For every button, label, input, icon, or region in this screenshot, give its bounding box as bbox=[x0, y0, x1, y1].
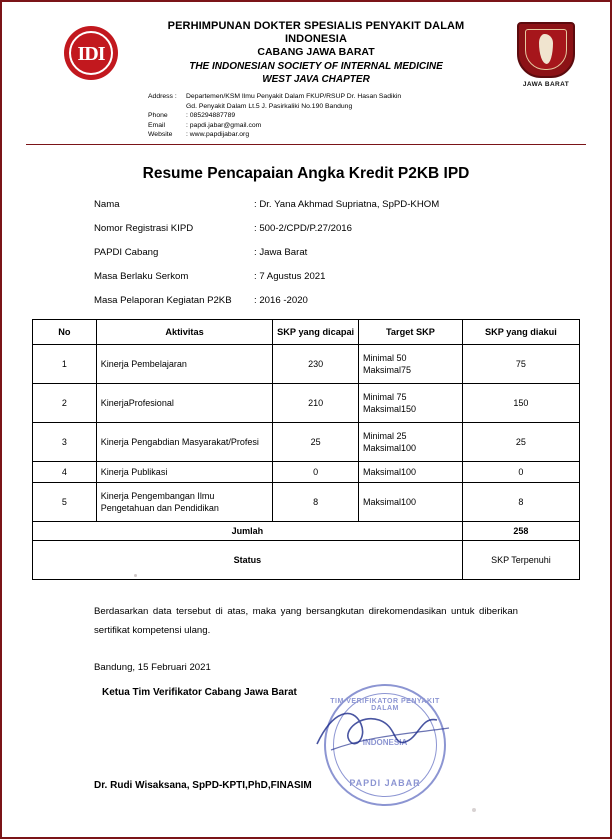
cell-diakui: 8 bbox=[462, 482, 579, 521]
identity-value: : 500-2/CPD/P.27/2016 bbox=[254, 222, 352, 234]
credit-table bbox=[32, 319, 580, 580]
identity-value: : Dr. Yana Akhmad Supriatna, SpPD-KHOM bbox=[254, 198, 440, 210]
cell-diakui: 75 bbox=[462, 344, 579, 383]
jawa-barat-logo bbox=[514, 22, 578, 94]
org-branch-en: WEST JAVA CHAPTER bbox=[262, 73, 370, 85]
table-total-row bbox=[33, 521, 580, 540]
total-label: Jumlah bbox=[33, 521, 463, 540]
letterhead-contact bbox=[146, 92, 486, 140]
target-min: Minimal 75 bbox=[363, 391, 407, 402]
cell-aktivitas: KinerjaProfesional bbox=[96, 383, 273, 422]
table-row bbox=[33, 422, 580, 461]
cell-diakui: 0 bbox=[462, 461, 579, 482]
letterhead bbox=[2, 2, 610, 151]
cell-no: 4 bbox=[33, 461, 97, 482]
stamp-bottom-text: PAPDI JABAR bbox=[349, 777, 421, 788]
table-body bbox=[33, 344, 580, 579]
idi-circle-icon bbox=[64, 26, 118, 80]
website-label: Website bbox=[148, 131, 173, 139]
table-row bbox=[33, 461, 580, 482]
phone-label: Phone bbox=[148, 112, 168, 120]
letterhead-divider bbox=[26, 144, 586, 145]
header-skp-diakui: SKP yang diakui bbox=[462, 319, 579, 344]
signer-name: Dr. Rudi Wisaksana, SpPD-KPTI,PhD,FINASIM bbox=[94, 779, 312, 791]
header-aktivitas: Aktivitas bbox=[96, 319, 273, 344]
idi-logo-text: IDI bbox=[69, 31, 113, 75]
address-line-2: Gd. Penyakit Dalam Lt.5 J. Pasirkaliki No.190 Bandung bbox=[186, 102, 353, 110]
place-and-date: Bandung, 15 Februari 2021 bbox=[94, 661, 211, 673]
header-target-skp: Target SKP bbox=[359, 319, 463, 344]
cell-dicapai: 8 bbox=[273, 482, 359, 521]
phone-row bbox=[148, 111, 486, 121]
identity-value: : Jawa Barat bbox=[254, 246, 308, 258]
page-title: Resume Pencapaian Angka Kredit P2KB IPD bbox=[142, 164, 470, 182]
identity-row bbox=[94, 271, 610, 282]
address-row-2 bbox=[148, 102, 486, 112]
identity-value: : 7 Agustus 2021 bbox=[254, 270, 326, 282]
org-branch-id: CABANG JAWA BARAT bbox=[257, 46, 375, 58]
target-max: Maksimal75 bbox=[363, 364, 412, 375]
jawa-barat-label: JAWA BARAT bbox=[522, 81, 570, 88]
table-head bbox=[33, 319, 580, 344]
cell-dicapai: 25 bbox=[273, 422, 359, 461]
status-badge: SKP Terpenuhi bbox=[462, 540, 579, 579]
stamp-top-text: TIM VERIFIKATOR PENYAKIT DALAM bbox=[330, 697, 440, 712]
table-status-row bbox=[33, 540, 580, 579]
phone-value: : 085294887789 bbox=[186, 112, 236, 120]
email-row bbox=[148, 121, 486, 131]
identity-value: : 2016 -2020 bbox=[254, 294, 308, 306]
identity-label: Nama bbox=[94, 198, 120, 210]
org-name-id: PERHIMPUNAN DOKTER SPESIALIS PENYAKIT DALAM INDONESIA bbox=[167, 20, 465, 45]
email-label: Email bbox=[148, 121, 165, 129]
website-row bbox=[148, 130, 486, 140]
header-skp-dicapai: SKP yang dicapai bbox=[273, 319, 359, 344]
cell-target: Maksimal100 bbox=[359, 461, 463, 482]
letterhead-text bbox=[146, 20, 486, 140]
table-header-row bbox=[33, 319, 580, 344]
target-min: Minimal 50 bbox=[363, 352, 407, 363]
identity-row bbox=[94, 223, 610, 234]
address-line-1: Departemen/KSM Ilmu Penyakit Dalam FKUP/RSUP Dr. Hasan Sadikin bbox=[186, 93, 402, 100]
jawa-barat-shield-icon bbox=[517, 22, 575, 78]
identity-row bbox=[94, 295, 610, 306]
identity-label: Masa Pelaporan Kegiatan P2KB bbox=[94, 294, 232, 306]
header-no: No bbox=[33, 319, 97, 344]
website-value: : www.papdijabar.org bbox=[186, 131, 250, 139]
cell-diakui: 25 bbox=[462, 422, 579, 461]
identity-block bbox=[94, 199, 610, 306]
total-value: 258 bbox=[462, 521, 579, 540]
email-value: : papdi.jabar@gmail.com bbox=[186, 121, 262, 129]
signature-icon bbox=[309, 697, 459, 756]
table-row bbox=[33, 482, 580, 521]
cell-dicapai: 0 bbox=[273, 461, 359, 482]
cell-diakui: 150 bbox=[462, 383, 579, 422]
identity-label: Masa Berlaku Serkom bbox=[94, 270, 189, 282]
scan-artifact-1 bbox=[134, 574, 137, 577]
identity-row bbox=[94, 199, 610, 210]
cell-dicapai: 230 bbox=[273, 344, 359, 383]
target-min: Minimal 25 bbox=[363, 430, 407, 441]
cell-no: 5 bbox=[33, 482, 97, 521]
address-row-1 bbox=[148, 92, 486, 102]
credit-table-wrapper bbox=[32, 319, 580, 580]
cell-target bbox=[359, 344, 463, 383]
identity-label: Nomor Registrasi KIPD bbox=[94, 222, 194, 234]
cell-target bbox=[359, 383, 463, 422]
idi-logo bbox=[64, 26, 120, 82]
cell-aktivitas: Kinerja Publikasi bbox=[96, 461, 273, 482]
cell-dicapai: 210 bbox=[273, 383, 359, 422]
cell-target: Maksimal100 bbox=[359, 482, 463, 521]
identity-label: PAPDI Cabang bbox=[94, 246, 159, 258]
identity-row bbox=[94, 247, 610, 258]
address-label: Address : bbox=[148, 93, 177, 100]
target-max: Maksimal100 bbox=[363, 442, 417, 453]
table-row bbox=[33, 344, 580, 383]
closing-paragraph: Berdasarkan data tersebut di atas, maka yang bersangkutan direkomendasikan untuk diberikan sertifikat kompetensi ulang. bbox=[94, 605, 518, 636]
stamp-middle-text: INDONESIA bbox=[362, 737, 408, 747]
cell-aktivitas: Kinerja Pengembangan Ilmu Pengetahuan dan Pendidikan bbox=[96, 482, 273, 521]
signer-title: Ketua Tim Verifikator Cabang Jawa Barat bbox=[102, 686, 297, 698]
cell-no: 3 bbox=[33, 422, 97, 461]
cell-no: 1 bbox=[33, 344, 97, 383]
cell-no: 2 bbox=[33, 383, 97, 422]
target-max: Maksimal150 bbox=[363, 403, 417, 414]
scan-artifact-2 bbox=[472, 808, 476, 812]
cell-aktivitas: Kinerja Pengabdian Masyarakat/Profesi bbox=[96, 422, 273, 461]
org-name-en: THE INDONESIAN SOCIETY OF INTERNAL MEDICINE bbox=[189, 61, 443, 72]
status-label: Status bbox=[33, 540, 463, 579]
table-row bbox=[33, 383, 580, 422]
cell-aktivitas: Kinerja Pembelajaran bbox=[96, 344, 273, 383]
cell-target bbox=[359, 422, 463, 461]
